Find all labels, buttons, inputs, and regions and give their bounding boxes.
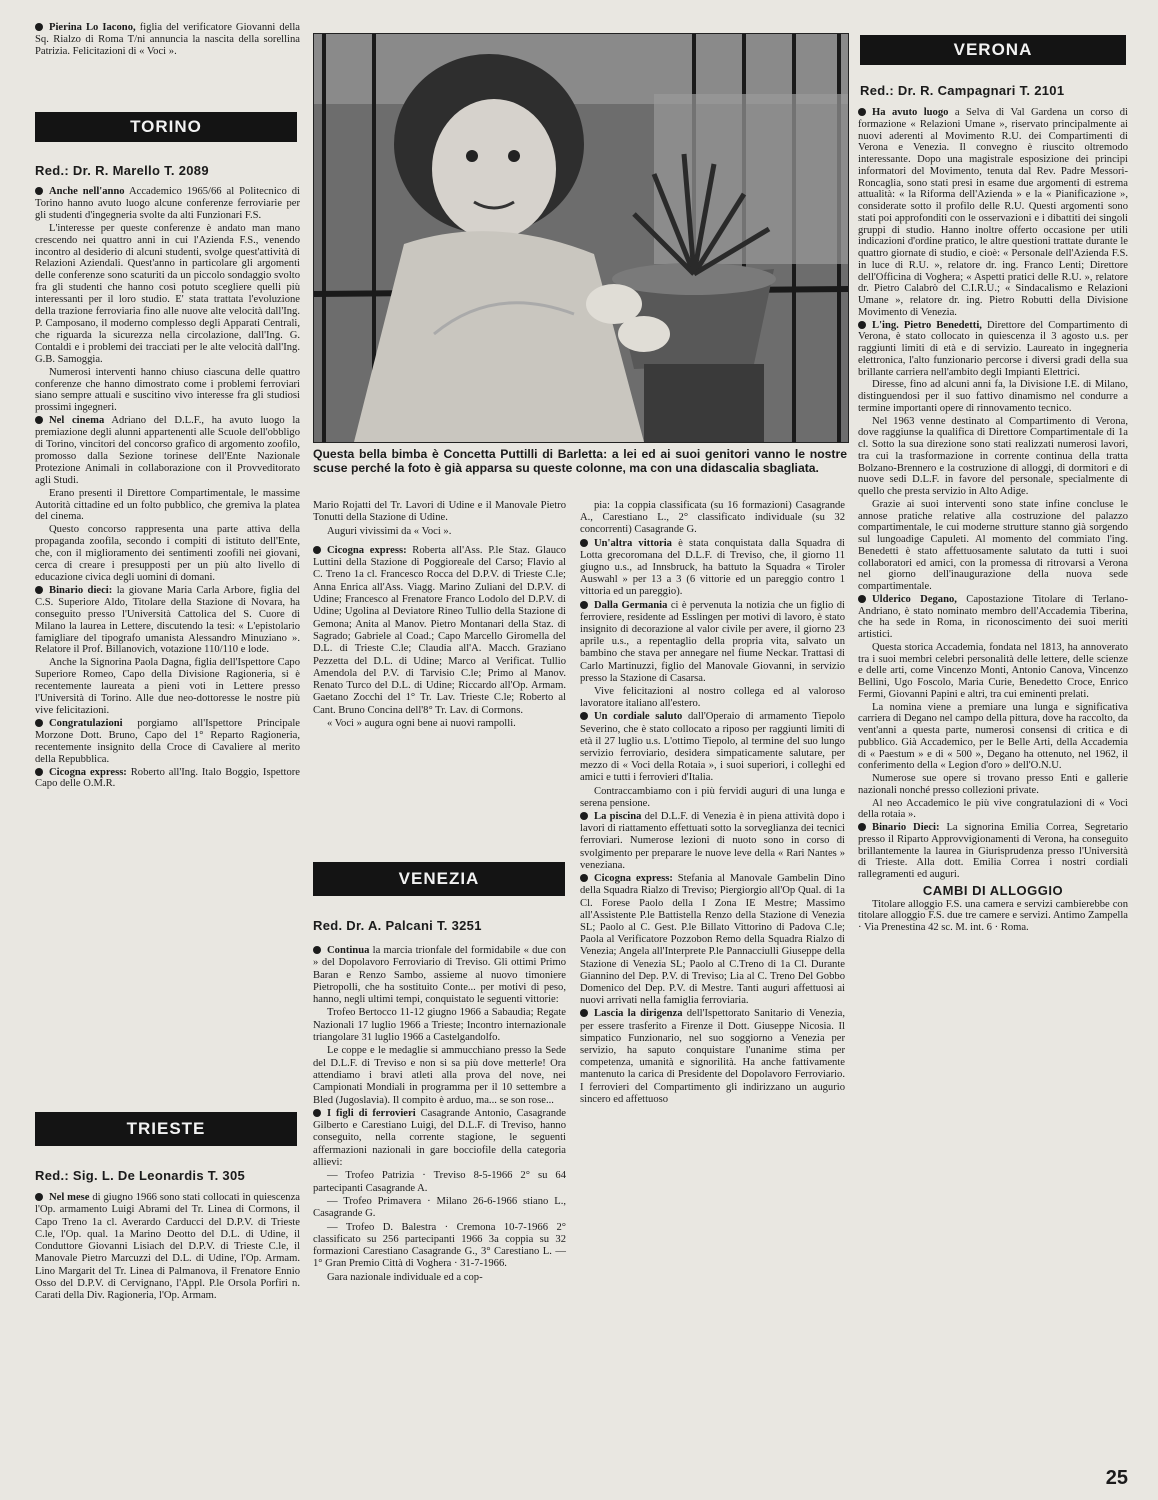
verona-column (858, 107, 1128, 935)
news-item (580, 600, 845, 685)
venezia-column (313, 945, 566, 1285)
bullet-icon (313, 1109, 321, 1117)
item-text: Contraccambiamo con i più fervidi auguri di una lunga e serena pensione. (580, 785, 845, 809)
section-banner-venezia (313, 862, 565, 896)
item-lead: Continua (327, 945, 370, 956)
item-text: Gara nazionale individuale ed a cop- (327, 1271, 483, 1283)
photo-child-with-plant (313, 33, 849, 443)
news-item (858, 320, 1128, 379)
news-item (580, 811, 845, 872)
redazione-text: Red.: Dr. R. Campagnari T. 2101 (860, 83, 1065, 98)
news-item (313, 545, 566, 717)
item-lead: Un'altra vittoria (594, 537, 672, 549)
news-item (35, 585, 300, 656)
item-text: dall'Operaio di armamento Tiepolo Severino, che è stato collocato a riposo per raggiunti limiti di età il 27 luglio u.s. L'ottimo Tiepolo, al termine del suo lungo servizio ferroviario, desidera simpaticamente salutare, per mezzo di « Voci della Rotaia », i suoi superiori, i colleghi ed amici e tutti i ferrovieri d'Italia. (580, 711, 846, 784)
news-paragraph (35, 657, 300, 717)
bullet-icon (35, 1193, 43, 1201)
bullet-icon (580, 1009, 588, 1017)
item-text: Anche la Signorina Paola Dagna, figlia dell'Ispettore Capo Superiore Romeo, Capo della Divisione Ragioneria, si è recentemente laureata a pieni voti in Lettere presso l'Università di Torino. Alle due neo-dottoresse le nostre più vive felicitazioni. (35, 657, 300, 716)
news-item (35, 718, 300, 766)
news-paragraph (580, 500, 845, 537)
redazione-trieste (35, 1168, 245, 1183)
item-text: del D.L.F. di Venezia è in piena attività dopo i lavori di riattamento effettuati sotto la sorveglianza dei tecnici ferroviari. Numerose lezioni di nuoto sono in corso di svolgimento per preparare le nuove leve della « Rari Nantes » veneziana. (580, 811, 845, 871)
item-text: Questa storica Accademia, fondata nel 1813, ha annoverato tra i suoi membri celebri personalità delle lettere, delle scienze e delle arti, come Vincenzo Monti, Antonio Canova, Vincenzo Bellini, Ugo Foscolo, Maria Curie, Benedetto Croce, Enrico Fermi, Giovanni Papini e altri, tra cui eminenti prelati. (858, 641, 1128, 700)
news-paragraph (313, 526, 566, 538)
bullet-icon (580, 539, 588, 547)
news-paragraph (313, 718, 566, 730)
item-text: è stata conquistata dalla Squadra di Lotta grecoromana del D.L.F. di Treviso, che, il giorno 11 giugno u.s., ad Innsbruck, ha battuto la Squadra « Tiroler Auswahl » per 13 a 3 (6 vittorie ed un pareggio contro 1 vittoria ed un pareggio). (580, 537, 845, 598)
item-text: la giovane Maria Carla Arbore, figlia del C.S. Superiore Aldo, Titolare della Stazione di Novara, ha conseguito presso l'Università Cattolica del S. Cuore di Milano la laurea in Lettere, discutendo la tesi: « L'epistolario famigliare del tipografo umanista Alessandro Minuziano ». Relatore il Prof. Billanovich, votazione 110/110 e lode. (35, 584, 301, 656)
photo-image (314, 34, 848, 442)
item-lead: L'ing. Pietro Benedetti, (872, 319, 982, 331)
news-item (580, 538, 845, 599)
item-text: — Trofeo Primavera · Milano 26-6-1966 stiano L., Casagrande G. (313, 1195, 566, 1220)
item-text: Trofeo Bertocco 11-12 giugno 1966 a Sabaudia; Regate Nazionali 17 luglio 1966 a Trieste; Incontro internazionale triangolare 31 luglio 1966 a Castelgandolfo. (313, 1007, 566, 1044)
news-paragraph (858, 798, 1128, 822)
news-paragraph (580, 786, 845, 810)
item-text: di giugno 1966 sono stati collocati in quiescenza l'Op. armamento Luigi Abrami del Tr. Linea di Cormons, il Capo Treno 1a cl. Averardo Carducci del D.P.V. di Trieste C.le, l'Op. qual. 1a Marino Deotto del D.L. di Udine, il Conduttore Giovanni Lisiach del D.P.V. di Trieste C.le, il Manovale Pietro Marcuzzi del D.L. di Udine, l'Op. Armam. Lino Margarit del Tr. Linea di Palmanova, il Frenatore Ennio Osso del D.P.V. di Cervignano, l'Appl. P.le Orsola Porfiri n. Carati della Div. Ragioneria, l'Op. Armam. (35, 1192, 300, 1302)
news-item (35, 415, 300, 486)
trieste-column (35, 1192, 300, 1304)
item-text: Capostazione Titolare di Terlano-Andriano, è stato nominato membro dell'Accademia Tiberina, che ha sede in Roma, in riconoscimento dei suoi meriti artistici. (858, 593, 1128, 640)
news-paragraph (580, 686, 845, 710)
news-paragraph (35, 223, 300, 366)
news-item (580, 873, 845, 1007)
news-item (35, 767, 300, 791)
cambi-alloggio-heading: CAMBI DI ALLOGGIO (922, 882, 1064, 898)
item-lead: La piscina (594, 811, 642, 823)
bullet-icon (35, 416, 43, 424)
item-text: porgiamo all'Ispettore Principale Morzone Dott. Bruno, Capo del 1° Reparto Ragioneria, recentemente insignito della Croce di Cavaliere al merito della Repubblica. (35, 717, 301, 765)
news-paragraph (313, 1170, 566, 1195)
news-paragraph (35, 524, 300, 584)
item-text: Al neo Accademico le più vive congratulazioni di « Voci della rotaia ». (858, 797, 1128, 821)
redazione-text: Red.: Sig. L. De Leonardis T. 305 (35, 1168, 246, 1183)
item-text: Numerosi interventi hanno chiuso ciascuna delle quattro conferenze che hanno dimostrato come i problemi ferroviari siano sempre attuali e suscitino vivo interesse fra gli studiosi prossimi ingegneri. (35, 366, 300, 414)
section-banner-torino (35, 112, 297, 142)
item-lead: Nel mese (49, 1192, 90, 1203)
news-paragraph (313, 1196, 566, 1221)
item-text: Erano presenti il Direttore Compartimentale, le massime Autorità cittadine ed un folto pubblico, che gremiva la platea del cinema. (35, 487, 300, 523)
photo-caption (313, 447, 847, 476)
item-text: « Voci » augura ogni bene ai nuovi rampolli. (327, 718, 516, 730)
item-text: ci è pervenuta la notizia che un figlio di ferroviere, residente ad Esslingen per motivi di lavoro, è stato insignito di decorazione al valor civile per avere, il giorno 23 aprile u.s., a repentaglio della propria vita, salvato un bambino che stava per annegare nel fiume Neckar. Trattasi di Carlo Martinuzzi, figlio del Manovale Giovanni, in servizio presso la Stazione di Casarsa. (580, 599, 845, 684)
news-paragraph (858, 702, 1128, 773)
news-item (580, 711, 845, 784)
item-lead: Pierina Lo Iacono, (49, 22, 136, 33)
bullet-icon (580, 874, 588, 882)
item-text: Auguri vivissimi da « Voci ». (327, 525, 452, 537)
top-item (35, 22, 300, 58)
item-lead: Cicogna express: (327, 544, 407, 556)
left-column (35, 22, 300, 59)
news-item (858, 594, 1128, 641)
cambi-alloggio-text: Titolare alloggio F.S. una camera e servizi cambierebbe con titolare alloggio F.S. due tre camere e servizi. Antimo Zampella · Via Prenestina 42 sc. M. int. 6 · Roma. (858, 898, 1128, 933)
item-text: Questo concorso rappresenta una parte attiva della propaganda zoofila, secondo i compiti di istituto dell'Ente, che, con il miglioramento dei sentimenti zoofili nei giovani, cerca di creare i presupposti per un più alto livello di educazione civica degli uomini di domani. (35, 524, 300, 583)
news-paragraph (858, 642, 1128, 701)
item-lead: Binario Dieci: (872, 822, 940, 833)
item-lead: Ulderico Degano, (872, 593, 957, 605)
item-text: Stefania al Manovale Gambelin Dino della Squadra Rialzo di Treviso; Piergiorgio all'Op Qual. di 1a Cl. Forese Paolo della I Zona IE Mestre; Massimo all'Assistente P.le Battistella Renzo della Stazione di Venezia SL; Paolo al C. Gest. P.le Billato Vittorino di Padova C.le; Paola al Verificatore Pozzobon Remo della Squadra Rialzo di Venezia; Angela all'Interprete P.le Pannacciulli Giuseppe della Stazione di Venezia SL; Paolo al C.Treno di 1a Cl. Durante Giannino del Dep. P.V. di Treviso; Lia al C. Treno Del Gobbo Domenico del Dep. P.V. di Mestre. Tanti auguri affettuosi ai nuovi arrivati nella famiglia ferroviaria. (580, 873, 845, 1007)
section-title: VERONA (953, 40, 1033, 59)
redazione-verona (860, 83, 1064, 98)
news-item (858, 822, 1128, 881)
bullet-icon (858, 108, 866, 116)
item-text: Numerose sue opere si trovano presso Enti e gallerie nazionali nonché presso collezioni private. (858, 773, 1128, 796)
news-item (313, 1108, 566, 1169)
item-text: pia: 1a coppia classificata (su 16 formazioni) Casagrande A., Carestiano L., 2° classificato individuale (su 32 concorrenti) Casagrande G. (580, 500, 845, 536)
item-text: — Trofeo Patrizia · Treviso 8-5-1966 2° su 64 partecipanti Casagrande A. (313, 1170, 566, 1194)
item-text: Mario Rojatti del Tr. Lavori di Udine e il Manovale Pietro Tonutti della Stazione di Udine. (313, 500, 566, 524)
item-text: dell'Ispettorato Sanitario di Venezia, per essere trasferito a Firenze il Dott. Giuseppe Nicosia. Il simpatico Funzionario, nel suo soggiorno a Venezia per servizio, ha saputo conquistare l'unanime stima per competenza, umanità e signorilità. Ha anche fattivamente mantenuto la carica di Presidente del Dopolavoro Ferroviario. I ferrovieri del Compartimento gli indirizzano un augurio sincero ed affettuoso (580, 1008, 845, 1105)
bullet-icon (35, 719, 43, 727)
item-text: figlia del verificatore Giovanni della Sq. Rialzo di Roma T/ni annuncia la nascita della sorellina Patrizia. Felicitazioni di « Voci ». (35, 22, 300, 58)
news-paragraph (313, 500, 566, 525)
item-text: Casagrande Antonio, Casagrande Gilberto e Carestiano Luigi, del D.L.F. di Treviso, hanno conseguito, nella corrente stagione, le seguenti affermazioni nazionali in gare bocciofile della categoria allievi: (313, 1107, 566, 1169)
page-number-text: 25 (1105, 1467, 1128, 1489)
item-text: Grazie ai suoi interventi sono state infine concluse le annose pratiche relative alla costruzione del palazzo compartimentale, le cui moderne strutture stanno già sorgendo sul lungoadige Capuleti. Al momento del commiato l'ing. Benedetti è stato affettuosamente salutato da tutti i suoi collaboratori ed amici, con la promessa di ritrovarsi a Verona nel giorno dell'inaugurazione della nuova sede compartimentale. (858, 498, 1128, 592)
news-item (858, 107, 1128, 319)
item-lead: Binario dieci: (49, 584, 113, 596)
bullet-icon (35, 586, 43, 594)
item-lead: I figli di ferrovieri (327, 1107, 416, 1119)
news-item (313, 945, 566, 1006)
item-text: Accademico 1965/66 al Politecnico di Torino hanno avuto luogo alcune conferenze ferroviarie per gli studenti d'ingegneria svolte da alti Funzionari F.S. (35, 186, 300, 221)
news-item (35, 1192, 300, 1303)
news-paragraph (35, 488, 300, 524)
bullet-icon (580, 812, 588, 820)
venezia-column-2 (580, 500, 845, 1107)
section-title: TORINO (130, 117, 202, 136)
torino-column (35, 186, 300, 791)
news-paragraph (313, 1007, 566, 1044)
item-lead: Cicogna express: (594, 873, 673, 885)
item-lead: Dalla Germania (594, 599, 668, 611)
item-lead: Nel cinema (49, 415, 105, 427)
item-text: Nel 1963 venne destinato al Compartimento di Verona, dove raggiunse la qualifica di Direttore Compartimentale di 1a cl. Sotto la sua direzione sono stati realizzati numerosi lavori, tra cui la trasformazione in corrente continua della tratta Bolzano-Brennero e la costruzione di alloggi, di dormitori e di nuove sedi D.L.F. in favore del personale, specialmente di quello che presta servizio in Alto Adige. (858, 415, 1128, 497)
news-paragraph (313, 1222, 566, 1271)
page-number (1106, 1467, 1128, 1490)
news-paragraph (858, 773, 1128, 797)
bullet-icon (858, 823, 866, 831)
news-paragraph (858, 379, 1128, 414)
bullet-icon (580, 712, 588, 720)
item-text: Le coppe e le medaglie si ammucchiano presso la Sede del D.L.F. di Treviso e non si sa più dove metterle! Ora attendiamo i bravi atleti alla prova del nove, nei Campionati Mondiali in programma per il 10 settembre a Bled (Jugoslavia). Il compito è arduo, ma... se son rose... (313, 1045, 566, 1106)
bullet-icon (313, 546, 321, 554)
item-lead: Ha avuto luogo (872, 107, 949, 118)
caption-text: Questa bella bimba è Concetta Puttilli di Barletta: a lei ed ai suoi genitori vanno le nostre scuse perché la foto è già apparsa su queste colonne, ma con una didascalia sbagliata. (313, 447, 847, 476)
bullet-icon (858, 595, 866, 603)
item-text: Diresse, fino ad alcuni anni fa, la Divisione I.E. di Milano, distinguendosi per il suo fattivo dinamismo nel condurre a termine importanti opere di rinnovamento tecnico. (858, 379, 1128, 414)
news-paragraph (313, 1272, 566, 1284)
item-text: Roberta all'Ass. P.le Staz. Glauco Luttini della Stazione di Poggioreale del Carso; Flavio al C. Treno 1a cl. Francesco Rocca del D.P.V. di Trieste C.le; Anna Enrica all'Ass. Viagg. Marino Zuliani del D.P.V. di Udine; Francesco al Frenatore Franco Lodolo del D.P.V. di Udine; Ugolina al Deviatore Rineo Tullio della Stazione di Gemona; Anita al Manov. Pietro Montanari della Staz. di Sagrado; Gabriele al Coad.; Capo Marcello Giromella del D.L. di Trieste C.le; Claudia all'A. Macch. Graziano Pezzetta del D.L. di Udine; Marco al Verificat. Tullio Amendola del P.V. di Tarvisio C.le; Primo al Manov. Renato Turco del D.L. di Udine; Riccardo all'Op. Armam. Gaetano Zocchi del 1° Tr. Lav. Trieste C.le; Roberto al Cant. Bruno Concina dell'8° Tr. Lav. di Cormons. (313, 544, 566, 716)
redazione-text: Red.: Dr. R. Marello T. 2089 (35, 163, 209, 178)
news-paragraph (35, 367, 300, 415)
news-paragraph (858, 416, 1128, 498)
trieste-continuation-column (313, 500, 566, 731)
item-text: Adriano del D.L.F., ha avuto luogo la premiazione degli alunni appartenenti alle Scuole dell'obbligo di Torino, vincitori del concorso grafico di argomento zoofilo, promosso dalla Sezione torinese dell'Ente Nazionale Protezione Animali in collaborazione con il Provveditorato agli Studi. (35, 415, 300, 486)
news-paragraph (313, 1045, 566, 1106)
section-title: VENEZIA (398, 869, 480, 888)
item-text: Direttore del Compartimento di Verona, è stato collocato in quiescenza il 3 agosto u.s. per raggiunti limiti di età e di servizio. Laureato in ingegneria elettronica, l'alto funzionario percorse i diversi gradi della sua brillante carriera nell'ambito degli Impianti Elettrici. (858, 319, 1128, 378)
news-item (35, 186, 300, 222)
bullet-icon (35, 187, 43, 195)
section-banner-trieste (35, 1112, 297, 1146)
bullet-icon (580, 601, 588, 609)
redazione-venezia (313, 918, 482, 933)
bullet-icon (35, 768, 43, 776)
item-lead: Cicogna express: (49, 766, 127, 778)
redazione-torino (35, 163, 209, 178)
bullet-icon (35, 23, 43, 31)
section-title: TRIESTE (126, 1119, 206, 1138)
item-text: — Trofeo D. Balestra · Cremona 10-7-1966 2° classificato su 256 partecipanti 1966 3a coppia su 32 formazioni Carestiano Casagrande G., 3° Carestiano L. — 1° Gran Premio Città di Voghera · 31-7-1966. (313, 1221, 566, 1270)
item-lead: Anche nell'anno (49, 186, 125, 197)
item-lead: Congratulazioni (49, 717, 123, 729)
item-lead: Un cordiale saluto (594, 711, 683, 723)
item-lead: Lascia la dirigenza (594, 1008, 683, 1020)
bullet-icon (858, 321, 866, 329)
news-item (580, 1008, 845, 1106)
news-paragraph (858, 499, 1128, 593)
item-text: L'interesse per queste conferenze è andato man mano crescendo nei quattro anni in cui l'Azienda F.S., venendo incontro al desiderio di alcuni studenti, svolge quest'attività di Relazioni Aziendali. Quest'anno in particolare gli argomenti delle conferenze sono scaturiti da un piccolo sondaggio svolto fra gli studenti che hanno così potuto scegliere quelli più interessanti per il loro studio. E' stata trattata l'evoluzione della trazione ferroviaria fino alle nuove alte velocità dall'Ing. P. Camposano, il moderno complesso degli Apparati Centrali, che riguarda la sicurezza nella circolazione, dall'Ing. G. Contaldi e i problemi dei tracciati per le alte velocità dall'Ing. G.B. Samoggia. (35, 222, 300, 365)
section-banner-verona (860, 35, 1126, 65)
redazione-text: Red. Dr. A. Palcani T. 3251 (313, 918, 482, 933)
item-text: La nomina viene a premiare una lunga e significativa carriera di Degano nel campo della pittura, dove ha raccolto, da vent'anni a questa parte, numerosi consensi di critica e di pubblico. Già Accademico, per le Belle Arti, della Accademia di « Paestum » e di « 500 », Degano ha ottenuto, nel 1962, il conferimento della « Legion d'oro » dell'O.N.U. (858, 701, 1128, 772)
item-text: Vive felicitazioni al nostro collega ed al valoroso lavoratore italiano all'estero. (580, 686, 845, 710)
bullet-icon (313, 946, 321, 954)
item-text: a Selva di Val Gardena un corso di formazione « Relazioni Umane », riservato principalmente ai nuovi aderenti al Movimento R.U. dei Compartimenti di Verona e Venezia. Il convegno è riuscito oltremodo interessante. Dopo una magistrale esposizione dei principi informatori del Movimento, tenuta dal Rev. Padre Messori-Roncaglia, sono stati presi in esame due argomenti di estrema attualità: « la Riforma dell'Azienda » e la « Pianificazione », considerate sotto il profilo delle R.U. Questi argomenti sono stati poi approfonditi con le osservazioni e i dibattiti dei singoli gruppi di studio. Hanno inoltre offerto occasione per utili indicazioni d'ordine pratico, le altre questioni trattate durante le quattro giornate di studio, e cioè: « Personale dell'Azienda F.S. in luce di R.U. », relatore dr. ing. Franco Lenti; Direttore dell'Officina di Voghera; « Aspetti pratici delle R.U. », relatore dr. Pietro Calabrò del C.I.R.U.; « Sindacalismo e Relazioni Umane », relatore dr. ing. Pietro Robutti della Divisione Movimento di Venezia. (858, 107, 1128, 318)
item-text: Roberto all'Ing. Italo Boggio, Ispettore Capo delle O.M.R. (35, 766, 300, 790)
item-text: La signorina Emilia Correa, Segretario presso il Riparto Approvvigionamenti di Verona, ha conseguito brillantemente la laurea in Giurisprudenza presso l'Università di Trieste. Alla dott. Emilia Correa i nostri cordiali rallegramenti ed auguri. (858, 822, 1128, 880)
item-text: la marcia trionfale del formidabile « due con » del Dopolavoro Ferroviario di Treviso. Gli ottimi Primo Baran e Renzo Sambo, assieme al nuovo timoniere Pietropolli, che ha sostituito Conte... per motivi di peso, hanno, negli ultimi tempi, conquistato le seguenti vittorie: (313, 945, 566, 1006)
